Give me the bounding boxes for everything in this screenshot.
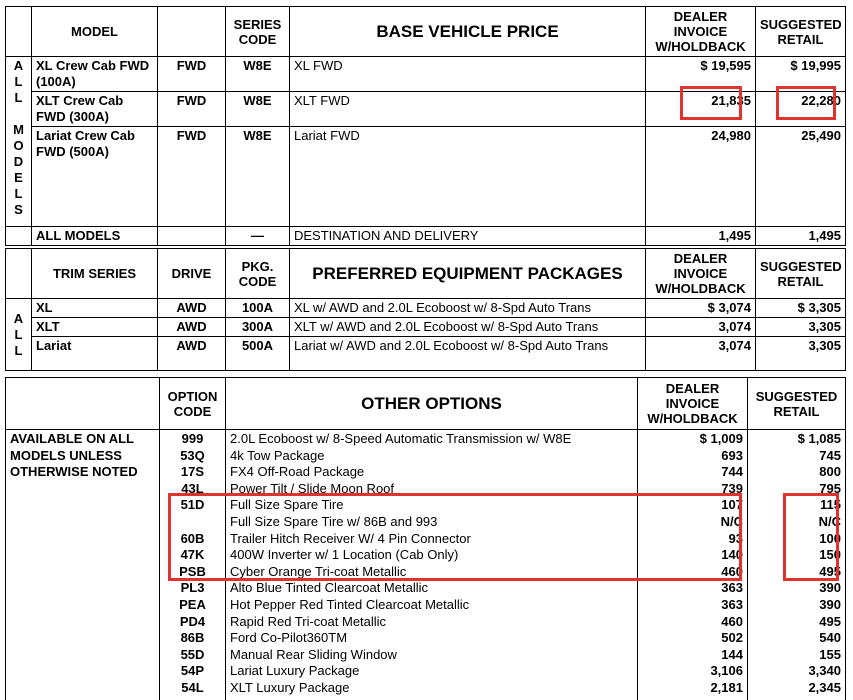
side-header-blank [6, 7, 32, 57]
retail-cell: $ 19,995 [756, 57, 846, 92]
option-invoice: 363 [721, 596, 743, 612]
base-vehicle-price-table [5, 6, 846, 246]
option-code: 43L [181, 480, 204, 496]
preferred-equipment-table [5, 248, 846, 371]
invoice-cell: $ 19,595 [646, 57, 756, 92]
option-invoice: $ 1,009 [699, 431, 743, 446]
option-code: 999 [181, 431, 204, 446]
option-invoice: 140 [721, 547, 743, 563]
option-desc: 4k Tow Package [230, 447, 325, 463]
drive-cell: FWD [158, 92, 226, 127]
option-code: 17S [180, 464, 205, 480]
option-desc: Ford Co-Pilot360TM [230, 630, 348, 646]
option-code: 54P [180, 663, 205, 679]
option-retail: N/C [818, 513, 841, 529]
option-code-header: OPTION CODE [160, 378, 226, 430]
option-invoice: 739 [721, 480, 743, 496]
drive-cell: FWD [158, 57, 226, 92]
option-retail: $ 1,085 [797, 431, 841, 446]
base-price-header: BASE VEHICLE PRICE [290, 7, 646, 57]
invoice-cell: 1,495 [646, 227, 756, 246]
option-code: PL3 [180, 580, 205, 596]
retail-cell: $ 3,305 [756, 299, 846, 318]
drive-cell: AWD [158, 318, 226, 337]
option-desc: XLT Luxury Package [230, 679, 350, 695]
all-models-label: ALL MODELS [32, 227, 158, 246]
retail-cell: 22,280 [756, 92, 846, 127]
option-desc: FX4 Off-Road Package [230, 464, 365, 480]
option-desc: 2.0L Ecoboost w/ 8-Speed Automatic Transmission w/ W8E [230, 431, 572, 446]
availability-note: AVAILABLE ON ALL MODELS UNLESS OTHERWISE NOTED [6, 430, 160, 700]
option-desc: Full Size Spare Tire w/ 86B and 993 [230, 513, 438, 529]
drive-header-blank [158, 7, 226, 57]
pkg-code-cell: 100A [226, 299, 290, 318]
suggested-retail-header: SUGGESTED RETAIL [756, 7, 846, 57]
option-code: 51D [180, 497, 205, 513]
dealer-invoice-header: DEALER INVOICE W/HOLDBACK [638, 378, 748, 430]
option-invoice: 460 [721, 613, 743, 629]
option-code: 53Q [180, 447, 205, 463]
option-desc: Full Size Spare Tire [230, 497, 344, 513]
option-retail: 2,345 [808, 679, 841, 695]
trim-cell: XL [32, 299, 158, 318]
retail-cell: 3,305 [756, 337, 846, 371]
desc-cell: XL w/ AWD and 2.0L Ecoboost w/ 8-Spd Auto Trans [290, 299, 646, 318]
invoice-cell: 21,835 [646, 92, 756, 127]
option-invoice: 502 [721, 630, 743, 646]
availability-header-blank [6, 378, 160, 430]
option-desc: Trailer Hitch Receiver W/ 4 Pin Connector [230, 530, 471, 546]
trim-cell: XLT [32, 318, 158, 337]
option-desc: 400W Inverter w/ 1 Location (Cab Only) [230, 547, 459, 563]
highlight-options-group [168, 493, 742, 581]
drive-header: DRIVE [158, 249, 226, 299]
series-cell: — [226, 227, 290, 246]
option-invoice: N/C [720, 513, 743, 529]
option-invoice: 107 [721, 497, 743, 513]
model-cell: Lariat Crew Cab FWD (500A) [32, 127, 158, 227]
other-options-header: OTHER OPTIONS [226, 378, 638, 430]
option-desc: Hot Pepper Red Tinted Clearcoat Metallic [230, 596, 470, 612]
option-retail: 115 [820, 497, 841, 513]
trim-series-header: TRIM SERIES [32, 249, 158, 299]
retail-cell: 3,305 [756, 318, 846, 337]
option-retail: 100 [819, 530, 841, 546]
pkg-code-cell: 500A [226, 337, 290, 371]
desc-cell: XLT FWD [290, 92, 646, 127]
invoice-cell: 3,074 [646, 337, 756, 371]
option-desc: Lariat Luxury Package [230, 663, 360, 679]
series-code-header: SERIES CODE [226, 7, 290, 57]
option-retail: 155 [819, 646, 841, 662]
option-desc: Power Tilt / Slide Moon Roof [230, 480, 395, 496]
drive-blank [158, 227, 226, 246]
option-desc: Rapid Red Tri-coat Metallic [230, 613, 387, 629]
option-retail: 495 [819, 563, 841, 579]
option-retail: 745 [819, 447, 841, 463]
dealer-invoice-header: DEALER INVOICE W/HOLDBACK [646, 7, 756, 57]
drive-cell: AWD [158, 337, 226, 371]
desc-cell: XL FWD [290, 57, 646, 92]
model-header: MODEL [32, 7, 158, 57]
option-invoice: 744 [721, 464, 743, 480]
side-header-blank [6, 249, 32, 299]
desc-cell: XLT w/ AWD and 2.0L Ecoboost w/ 8-Spd Auto Trans [290, 318, 646, 337]
invoice-cell: $ 3,074 [646, 299, 756, 318]
option-invoice: 144 [721, 646, 743, 662]
option-retail: 795 [819, 480, 841, 496]
retail-cell: 25,490 [756, 127, 846, 227]
all-models-side-label: A L L M O D E L S [6, 57, 32, 227]
option-code: 60B [180, 530, 205, 546]
option-code: 47K [180, 547, 205, 563]
option-code: 54L [181, 679, 204, 695]
option-invoice: 93 [728, 530, 743, 546]
option-invoice: 363 [721, 580, 743, 596]
trim-cell: Lariat [32, 337, 158, 371]
side-blank [6, 227, 32, 246]
series-cell: W8E [226, 92, 290, 127]
option-code: 55D [180, 646, 205, 662]
pkg-code-cell: 300A [226, 318, 290, 337]
option-invoice: 3,106 [710, 663, 743, 679]
pkg-code-header: PKG. CODE [226, 249, 290, 299]
option-retail: 800 [819, 464, 841, 480]
invoice-cell: 24,980 [646, 127, 756, 227]
model-cell: XL Crew Cab FWD (100A) [32, 57, 158, 92]
option-invoice: 693 [721, 447, 743, 463]
option-retail: 3,340 [808, 663, 841, 679]
dealer-invoice-header: DEALER INVOICE W/HOLDBACK [646, 249, 756, 299]
option-retail: 495 [819, 613, 841, 629]
highlight-xlt-invoice [680, 86, 742, 120]
suggested-retail-header: SUGGESTED RETAIL [748, 378, 846, 430]
highlight-xlt-retail [776, 86, 836, 120]
option-desc: Cyber Orange Tri-coat Metallic [230, 563, 407, 579]
retail-cell: 1,495 [756, 227, 846, 246]
drive-cell: FWD [158, 127, 226, 227]
option-desc: Manual Rear Sliding Window [230, 646, 397, 662]
desc-cell: Lariat FWD [290, 127, 646, 227]
invoice-cell: 3,074 [646, 318, 756, 337]
model-cell: XLT Crew Cab FWD (300A) [32, 92, 158, 127]
option-invoice: 2,181 [710, 679, 743, 695]
option-retail: 390 [819, 580, 841, 596]
series-cell: W8E [226, 127, 290, 227]
option-desc: Alto Blue Tinted Clearcoat Metallic [230, 580, 428, 596]
option-retail: 150 [819, 547, 841, 563]
destination-desc: DESTINATION AND DELIVERY [290, 227, 646, 246]
all-side-label: A L L [6, 299, 32, 371]
option-code: PEA [179, 596, 206, 612]
highlight-options-retail [783, 493, 839, 581]
desc-cell: Lariat w/ AWD and 2.0L Ecoboost w/ 8-Spd Auto Trans [290, 337, 646, 371]
option-invoice: 460 [721, 563, 743, 579]
option-code: PSB [179, 563, 206, 579]
option-retail: 390 [819, 596, 841, 612]
suggested-retail-header: SUGGESTED RETAIL [756, 249, 846, 299]
series-cell: W8E [226, 57, 290, 92]
option-retail: 540 [819, 630, 841, 646]
preferred-packages-header: PREFERRED EQUIPMENT PACKAGES [290, 249, 646, 299]
drive-cell: AWD [158, 299, 226, 318]
option-code: PD4 [179, 613, 206, 629]
option-code: 86B [180, 630, 205, 646]
